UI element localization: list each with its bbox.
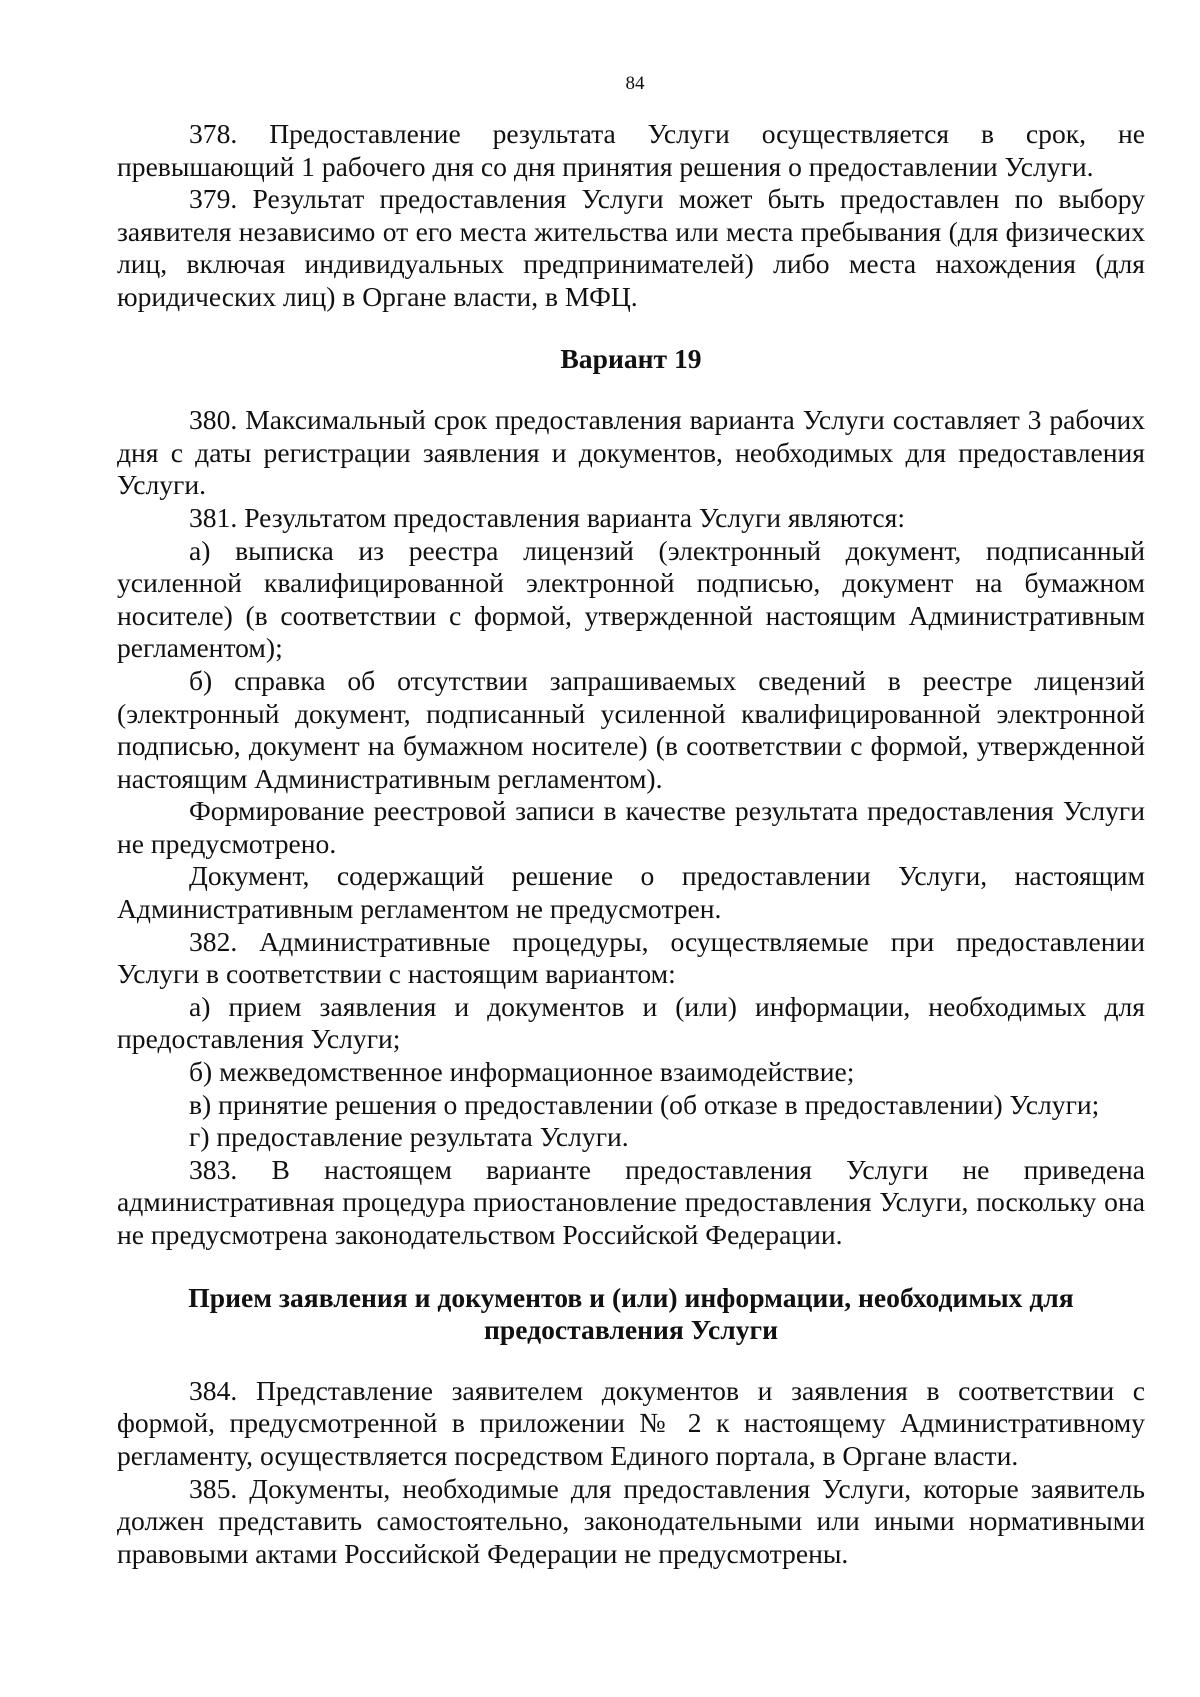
paragraph-381: 381. Результатом предоставления варианта Услуги являются: bbox=[189, 501, 906, 533]
paragraph-382-d: г) предоставление результата Услуги. bbox=[189, 1121, 629, 1153]
variant-heading: Вариант 19 bbox=[560, 342, 702, 374]
paragraph-381-a: а) выписка из реестра лицензий (электронный документ, подписанный усиленной квалифицированной электронной подписью, документ на бумажном носителе) (в соответствии с формой, утвержденной настоящим Административным регламентом); bbox=[117, 534, 1145, 664]
paragraph-382-a: а) прием заявления и документов и (или) информации, необходимых для предоставления Услуги; bbox=[117, 990, 1145, 1055]
paragraph-378: 378. Предоставление результата Услуги осуществляется в срок, не превышающий 1 рабочего дня со дня принятия решения о предоставлении Услуги. bbox=[117, 118, 1145, 182]
paragraph-382-b: б) межведомственное информационное взаимодействие; bbox=[189, 1056, 855, 1088]
paragraph-decision-document: Документ, содержащий решение о предоставлении Услуги, настоящим Административным регламентом не предусмотрен. bbox=[117, 860, 1145, 925]
paragraph-385: 385. Документы, необходимые для предоставления Услуги, которые заявитель должен представить самостоятельно, законодательными или иными нормативными правовыми актами Российской Федерации не предусмотрены. bbox=[117, 1472, 1145, 1569]
page-number: 84 bbox=[625, 73, 645, 94]
paragraph-380: 380. Максимальный срок предоставления варианта Услуги составляет 3 рабочих дня с даты регистрации заявления и документов, необходимых для предоставления Услуги. bbox=[117, 404, 1145, 501]
section-heading: Прием заявления и документов и (или) информации, необходимых для предоставления Услуги bbox=[188, 1281, 1074, 1346]
paragraph-381-b: б) справка об отсутствии запрашиваемых сведений в реестре лицензий (электронный документ, подписанный усиленной квалифицированной электронной подписью, документ на бумажном носителе) (в соответствии с формой, утвержденной настоящим Административным регламентом). bbox=[117, 664, 1145, 794]
paragraph-384: 384. Представление заявителем документов и заявления в соответствии с формой, предусмотренной в приложении № 2 к настоящему Административному регламенту, осуществляется посредством Единого портала, в Органе власти. bbox=[117, 1374, 1145, 1471]
document-body bbox=[117, 118, 1145, 1570]
paragraph-registry-record: Формирование реестровой записи в качестве результата предоставления Услуги не предусмотрено. bbox=[117, 795, 1145, 859]
paragraph-379: 379. Результат предоставления Услуги может быть предоставлен по выбору заявителя независимо от его места жительства или места пребывания (для физических лиц, включая индивидуальных предпринимателей) либо места нахождения (для юридических лиц) в Органе власти, в МФЦ. bbox=[117, 183, 1145, 312]
paragraph-382: 382. Административные процедуры, осуществляемые при предоставлении Услуги в соответствии с настоящим вариантом: bbox=[117, 925, 1145, 990]
paragraph-382-c: в) принятие решения о предоставлении (об отказе в предоставлении) Услуги; bbox=[189, 1088, 1100, 1120]
paragraph-383: 383. В настоящем варианте предоставления Услуги не приведена административная процедура приостановление предоставления Услуги, поскольку она не предусмотрена законодательством Российской Федерации. bbox=[117, 1153, 1145, 1250]
